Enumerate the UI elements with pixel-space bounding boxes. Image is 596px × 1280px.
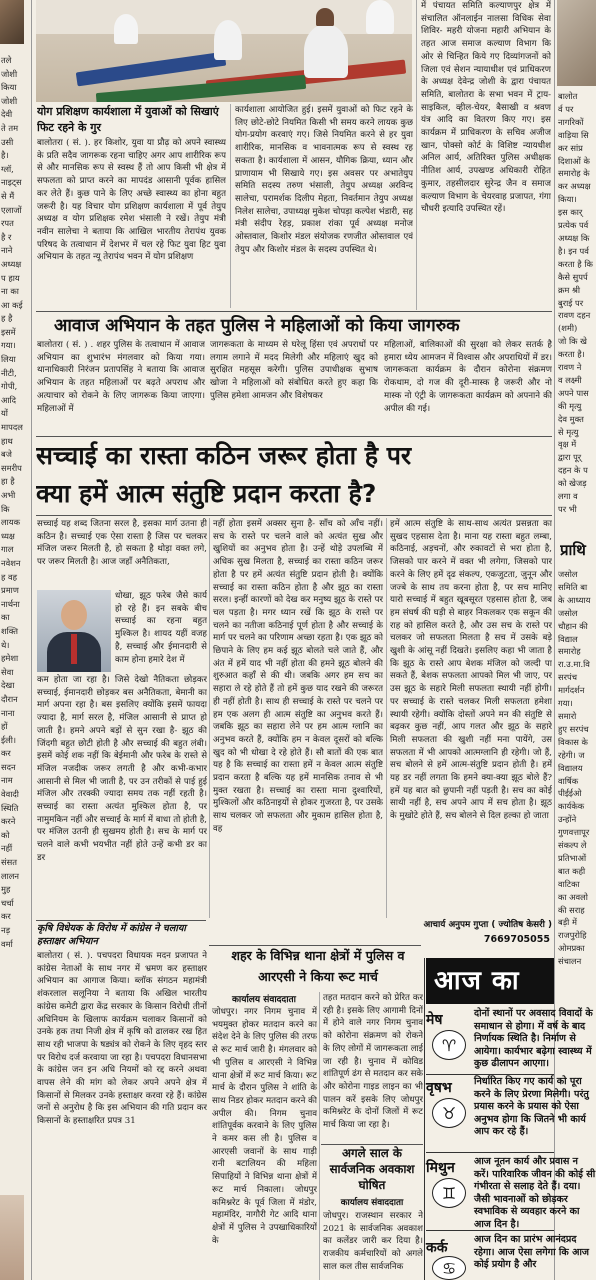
left-strip-line: नाइट्स: [1, 177, 22, 188]
rashi-text: आज दिन का प्रारंभ आनंदप्रद रहेगा। आज ऐसा लगेगा कि आज कोई प्रयोग है और: [474, 1234, 590, 1271]
left-strip-line: कर: [1, 911, 11, 922]
holiday-title-line2: सार्वजनिक अवकाश: [329, 1162, 415, 1176]
rashi-text: दोनों स्थानों पर अवसाद विवादों के समाधान से होगा। में वर्ष के बाद निर्णायक स्थिति है। निर्माण से आयेगा। कार्यभार बढ़ेगा स्वास्थ्य में कुछ ढीलापन आएगा।: [474, 1008, 593, 1070]
left-strip-bottom-photo: [0, 1195, 24, 1280]
left-strip-line: थे।: [1, 639, 10, 650]
right-strip-line: लगा व: [558, 491, 578, 502]
truth-col1-top: सच्चाई यह शब्द जितना सरल है, इसका मार्ग उतना ही कठिन है। सच्चाई एक ऐसा रास्ता है जिस पर चलकर मंजिल जरूर मिलती है, हो सकता है थोड़ा वक्त लगे, पर जरूर मिलती है। आज जहाँ अनैतिकता,: [37, 519, 207, 568]
right-strip-line: राजपुरोहि: [558, 930, 587, 941]
right-strip-line: सरपंच: [558, 672, 577, 683]
left-strip-line: ग्लॉ,: [1, 163, 14, 174]
left-strip-line: गाल: [1, 544, 14, 555]
right-strip-line: समिति बा: [558, 581, 588, 592]
right-strip-line: प्रत्येक पर्व: [558, 220, 589, 231]
right-strip-line: मार्गदर्शन: [558, 685, 585, 696]
police-women-col1: बालोतरा ( सं. ) . शहर पुलिस के तत्वाधान में आवाज अभियान का शुभारंभ मंगलवार को किया गया। थानाधिकारी निरंजन प्रतापसिंह ने बताया कि आवाज अभियान के तहत महिलाओं पर बढ़ते अपराध और अत्याचार को रोकने के लिए जागरूक किया जाएगा। महिलाओं में: [37, 340, 205, 414]
right-strip-line: दिशाओं के: [558, 155, 590, 166]
right-strip-line: विद्यालय: [558, 762, 583, 773]
right-strip-line: है। इन पर्व: [558, 245, 589, 256]
right-strip-line: समारो: [558, 710, 577, 721]
left-strip-line: एलाजों: [1, 204, 22, 215]
left-strip-line: संसत: [1, 857, 17, 868]
taurus-icon: ♉: [432, 1098, 466, 1128]
left-strip-line: नीटी,: [1, 367, 17, 378]
right-strip-line: इस कार्: [558, 207, 583, 218]
left-strip-line: ह है: [1, 313, 13, 324]
author-photo: [37, 590, 111, 672]
right-strip-line: चौहान की: [558, 620, 588, 631]
right-strip-line: से मृत्यु: [558, 426, 579, 437]
right-strip-line: कर अध्यक्ष: [558, 181, 591, 192]
left-strip-line: अभी: [1, 490, 16, 500]
left-strip-line: नाने: [1, 245, 13, 256]
left-strip-line: नाम: [1, 775, 13, 786]
right-strip-line: वार्षिक: [558, 775, 579, 786]
left-strip-line: आ कई: [1, 299, 23, 310]
left-strip-line: यों: [1, 408, 8, 419]
left-strip-line: स्थिति: [1, 802, 19, 813]
right-strip-line: गुणवत्तापूर: [558, 827, 590, 838]
right-strip-line: किया।: [558, 194, 577, 205]
police-women-title: आवाज अभियान के तहत पुलिस ने महिलाओं को किया जागरुक: [54, 316, 460, 336]
gemini-icon: ♊: [432, 1178, 466, 1208]
left-strip-line: हाथ: [1, 435, 13, 446]
route-march-title-line1: शहर के विभिन्न थाना क्षेत्रों में पुलिस व: [231, 948, 405, 963]
right-strip-line: रावण दहन: [558, 310, 591, 321]
right-strip-line: ओमप्रका: [558, 943, 585, 954]
left-strip-line: आदि: [1, 394, 17, 405]
left-strip-line: चर्चा: [1, 897, 14, 908]
left-strip-line: ते तम: [1, 122, 19, 133]
right-strip-line: रा.उ.मा.वि: [558, 659, 590, 670]
left-strip-line: कि: [1, 503, 10, 514]
route-march-title-line2: आरएसी ने किया रूट मार्च: [258, 969, 378, 984]
rashi-name: कर्क: [426, 1240, 448, 1256]
right-strip-line: वाड़िया सि: [558, 129, 589, 140]
right-strip-line: उन्होंने: [558, 814, 577, 825]
right-strip-line: अध्यक्ष कि: [558, 232, 590, 243]
truth-col1-bottom: कम होता जा रहा है। जिसे देखो नैतिकता छोड़कर सच्चाई, ईमानदारी छोड़कर बस अनैतिकता, बेमानी का मार्ग अपना रहा है। बस इसलिए क्योंकि इसमें फायदा ज्यादा है, मार्ग सरल है, मंजिल आसानी से प्राप्त हो जाती है। हमने अपने बड़ों से सुन रखा है- झूठ की जिंदगी बहुत छोटी होती है और सच्चाई की बहुत लंबी। इसमें कोई शक नहीं कि बेईमानी और फरेब के रास्ते से मंजिल नजदीक जरूर लगती है और कभी-कभार आसानी से मिल भी जाती है, पर उन तरीकों से पाई हुई मंजिल और तरक्की ज्यादा समय तक नहीं रहती है। सच्चाई का रास्ता अत्यंत मुश्किल होता है, पर नामुमकिन नहीं और सच्चाई के मार्ग में बाधा तो होती है, पर मंजिल उतनी ही सुखमय होती है। सच के मार्ग पर चलने वाले कभी भयभीत नहीं होते उन्हें कभी डर का डर: [37, 675, 207, 863]
holiday-title-line3: घोषित: [358, 1178, 386, 1192]
yoga-article-title: योग प्रशिक्षण कार्यशाला में युवाओं को सिखाएं फिट रहने के गुर: [37, 105, 219, 134]
left-strip-line: ह वह: [1, 571, 18, 582]
holiday-dateline: कार्यालय संवाददाता: [340, 1198, 404, 1208]
yoga-photo: [36, 0, 412, 102]
truth-col2: नहीं होता इसमें अक्सर सुना है- साँच को आँच नहीं। सच के रास्ते पर चलने वाले को अत्यंत सुख और खुशियों का अनुभव होता है। उन्हें थोड़े उपलब्धि में अधिक सुख मिलता है, सच्चाई का रास्ता कठिन जरूर होता है पर हमें अत्यंत संतुष्टि प्रदान होती है। क्योंकि सच्चाई का रास्ता कठिन होता है और झूठ का रास्ता सरल। इन्हीं कारणों को देख कर मनुष्य झूठ के रास्ते पर चल पड़ता है। मगर ध्यान रखें कि झूठ के रास्ते पर चलने का नतीजा कठिनाई पूर्ण होता है और सच्चाई के मार्ग पर चलने का परिणाम अच्छा रहता है। एक झूठ को छिपाने के लिए हम कई झूठ बोलते चले जाते हैं, और अंत में हमें याद भी नहीं होता की हमने झूठ बोलने की शुरुआत कहाँ से की थी। जबकि अगर हम सच का सहारा ले रहे होते हैं तो हमें कुछ याद रखने की जरूरत ही नहीं होती है। साथ ही सच्चाई के रास्ते पर चलने पर हम एक अलग ही आत्म संतुष्टि का अनुभव करते हैं। जबकि झूठ का सहारा लेने पर हम आत्म ग्लानि का अनुभव करते हैं, क्योंकि हम न केवल दूसरों को बल्कि खुद को भी धोखा दे रहे होते हैं। सौ बातों की एक बात यह है कि सच्चाई का रास्ता हमें न केवल आत्म संतुष्टि प्रदान करता है बल्कि यह हमें मानसिक तनाव से भी मुक्त रखता है। सच्चाई का रास्ता माना दुश्वारियों, मुश्किलों और कठिनाइयों से होकर गुजरता है, पर उसके साथ चलकर जो सफलता और मुकाम हासिल होता है, वह: [213, 519, 383, 834]
right-strip-line: रावण ने: [558, 362, 582, 373]
left-strip-column: [0, 0, 30, 1280]
left-strip-line: गोपी,: [1, 381, 18, 392]
right-strip-line: समारोह: [558, 646, 581, 657]
truth-title-line2: क्या हमें आत्म संतुष्टि प्रदान करता है?: [36, 479, 377, 508]
left-strip-line: है र: [1, 231, 12, 242]
left-strip-line: कर: [1, 748, 11, 759]
left-strip-line: समरीप: [1, 462, 22, 473]
left-strip-line: अध्यक्ष: [1, 258, 22, 269]
truth-col1-beside: धोखा, झूठ फरेब जैसे कार्य हो रहे हैं। इन सबके बीच सच्चाई का रहना बहुत मुश्किल है। शायद यहीं वजह है, सच्चाई और ईमानदारी से काम होना हमारे देश में: [115, 591, 207, 665]
holiday-title-line1: अगले साल के: [342, 1146, 402, 1160]
right-strip-line: क्रम श्री: [558, 284, 580, 295]
left-strip-line: मुह: [1, 884, 11, 895]
left-strip-line: ध्यक्ष: [1, 530, 15, 541]
left-strip-line: किया: [1, 82, 17, 93]
farmer-article-title: कृषि विधेयक के विरोध में कांग्रेस ने चलाया हस्ताक्षर अभियान: [37, 923, 186, 947]
truth-phone: 7669705055: [483, 934, 550, 945]
right-strip-line: जसोल: [558, 569, 578, 579]
left-strip-line: ईली।: [1, 734, 16, 745]
rashi-name: वृषभ: [426, 1080, 452, 1096]
right-strip-line: बात कही: [558, 865, 586, 876]
right-strip-line: पीईईओ: [558, 788, 582, 799]
right-strip-section: प्राथि: [560, 541, 586, 559]
left-strip-line: रपत: [1, 218, 14, 229]
right-strip-line: वृक्ष में: [558, 439, 577, 450]
left-strip-line: हों: [1, 721, 8, 732]
left-strip-photo: [0, 0, 24, 44]
right-strip-photo: [557, 0, 596, 86]
left-strip-line: ना का: [1, 286, 19, 297]
right-strip-line: व लक्ष्मी: [558, 374, 582, 385]
left-strip-line: को: [1, 829, 10, 840]
right-strip-line: को खेजड़: [558, 478, 587, 489]
right-strip-line: विकास के: [558, 736, 588, 747]
left-strip-line: तले: [1, 55, 12, 65]
right-strip-line: दहन के प: [558, 465, 588, 476]
right-strip-line: करता है कि: [558, 258, 593, 269]
aries-icon: ♈: [432, 1030, 466, 1060]
right-strip-line: (शमी): [558, 323, 578, 334]
yoga-article-col1: बालोतरा ( सं. ). हर किशोर, युवा या प्रौढ़ को अपने स्वास्थ्य के प्रति सदैव जागरूक रहना चाहिए अगर आप शारीरिक रूप से और मानसिक रूप से स्वस्थ हैं तो आप किसी भी क्षेत्र में सफलता को प्राप्त करने का मापदंड आसानी पूर्वक हासिल कर लेते हैं। कुछ पाने के लिए अच्छे स्वास्थ्य का होना बहुत जरूरी है। यह विचार योग प्रशिक्षण कार्यशाला में पूर्व तेयुप अध्यक्ष व योग प्रशिक्षक रमेश भंसाली ने रखें। तेयुप मंत्री नवीन सालेचा ने बताया कि आखिल भारतीय तेरापंथ युवक परिषद के तत्वाधान में देशभर में चल रहे फिट युवा हिट युवा अभियान के तहत न्यू तेरापंथ भवन में योग प्रशिक्षण: [37, 138, 226, 263]
right-strip-line: की सराह: [558, 904, 585, 915]
left-strip-line: इसमें: [1, 326, 16, 337]
left-strip-line: का: [1, 612, 10, 623]
rashi-text: निर्धारित किए गए कार्य को पूरा करने के लिए प्रेरणा मिलेगी। परंतु प्रयास करने के प्रयास को ऐसा अनुभव होगा कि जितने भी कार्य आप कर रहे हैं।: [474, 1076, 589, 1138]
truth-col3: हमें आत्म संतुष्टि के साथ-साथ अत्यंत प्रसन्नता का सुखद एहसास देता है। माना यह रास्ता बहुत लम्बा, कठिनाई, अड़चनों, और रुकावटों से भरा होता है, जिसको पार करने में वक्त भी लगेगा, जिसको पार करने के लिए हमें दृढ संकल्प, एकजुटता, जुनून और जज्बे के साथ तय करना होता है, पर सच मानिए यारो सच्चाई में बहुत खूबसूरत एहसास होता है, जब हम संघर्ष की घड़ी से बाहर निकलकर एक सकून की राह को हासिल करते है, और उस सच के रास्ते पर चलकर जो सफलता मिलता है सच में उसके बड़े खुशी के आंसू नहीं दिखते। इसलिए कहा भी जाता है कि झूठ के रास्ते आप बेशक मंजिल को जल्दी पा सकते हैं, बेशक सफलता आपको मिल भी जाए, पर उस झूठ के सहारे मिली सफलता स्थायी नहीं होगी। पर सच्चाई के रास्ते चलकर मिली सफलता हमेशा स्थायी रहेगी। क्योंकि दोस्तों अपने मन की संतुष्टि से बढ़कर कुछ नहीं, आप गलत और झूठ के सहारे मिली सफलता की खुशी नहीं मना पायेंगे, उस सफलता में भी आपको आत्मग्लानि ही रहेगी। जो हैं, सच बोलने से हमें आत्म-संतुष्टि प्रदान होती है। हमें यह डर नहीं लगता कि हमने क्या-क्या झूठ बोले हैं? हमें यह बात को छुपानी नहीं पड़ती है। सच का कोई साथी नहीं है, सच अपने आप में सच होता है। झूठ के मुखोटे होते हैं, सच बोलने से दिल हल्का हो जाता: [390, 519, 552, 822]
right-strip-line: के आध्याय: [558, 594, 591, 605]
left-strip-line: शक्ति: [1, 625, 18, 636]
left-strip-line: दौरान: [1, 693, 18, 704]
police-women-col2: जागरूकता के माध्यम से घरेलू हिंसा एवं अपराधों पर लगाम लगाने में मदद मिलेगी और महिलाएं खुद को सुरक्षित महसूस करेगी। पुलिस उपाधीक्षक सुभाष खोजा ने महिलाओं को संबोधित करते हुए कहा कि पुलिस हमेशा आमजन और विशेषकर: [210, 340, 378, 401]
left-strip-line: लालन: [1, 870, 20, 881]
police-women-col3: महिलाओं, बालिकाओं की सुरक्षा को लेकर सतर्क है हमारा ध्येय आमजन में विश्वास और अपराधियों में डर। जागरूकता कार्यक्रम के दौरान कोरोना संक्रमण रोकथाम, दो गज की दूरी-मास्क है जरूरी और नो मास्क नो एंट्री के जागरूकता कार्यक्रम को अपनाने की अपील की गई।: [384, 340, 552, 414]
left-strip-line: नहीं: [1, 843, 13, 854]
route-march-col1: जोधपुर। नगर निगम चुनाव में भयमुक्त होकर मतदान करने का संदेश देने के लिए पुलिस की तरफ से रूट मार्च जारी है। मंगलवार को भी पुलिस व आरएसी ने विभिन्न थाना क्षेत्रों में रूट मार्च किया। रूट मार्च के दौरान पुलिस ने शांति के साथ निडर होकर मतदान करने की अपील की। निगम चुनाव शांतिपूर्वक करवाने के लिए पुलिस ने कमर कस ली है। पुलिस व आरएसी जवानों के साथ गाड़ी रानी बटालियन की महिला सिपाहियों ने विभिन्न थाना क्षेत्रों में रूट मार्च निकाला। जोधपुर कमिश्नरेट के पूर्व जिला में मंडोर, महामंदिर, नागौरी गेट आदि थाना क्षेत्रों में पुलिस ने उपखाधिकारियों के: [212, 1007, 317, 1246]
right-strip-line: देव मुक्त: [558, 413, 584, 424]
left-strip-line: जोशी: [1, 95, 18, 106]
truth-author: आचार्य अनुपम गुप्ता ( ज्योतिष केसरी ): [423, 920, 552, 930]
rashi-name: मिथुन: [426, 1160, 455, 1176]
right-strip-line: कर सांप्र: [558, 142, 583, 153]
left-strip-line: जोशी: [1, 68, 18, 79]
left-strip-line: हमेशा: [1, 653, 19, 664]
left-strip-line: प हाय: [1, 272, 20, 283]
left-strip-line: उसी: [1, 136, 14, 147]
right-strip-line: कार्यकेक: [558, 801, 585, 812]
right-top-article: में पंचायत समिति कल्याणपुर क्षेत्र में संचालित ऑनलाईन नालसा विधिक सेवा शिविर- महरी योजना महारी अभियान के तहत आज समाज कल्याण विभाग कि ओर से चिन्हित किये गए दिव्यांगजनों को जिला एवं सेशन न्यायाधीश एवं प्राधिकरण के अध्यक्ष देवेन्द्र जोशी के द्वारा पंचायत समिति, बालोतरा के सभा भवन में ट्राय-साइकिल, व्हील-चेयर, बैसाखी व श्रवण यंत्र आदि का वितरण किए गए। इस कार्यक्रम में प्राधिकरण के सचिव अजीज खान, पोक्सो कोर्ट के विशिष्ट न्यायधीश अनिल आर्य, अतिरिक्त पुलिस अधीक्षक नीतिश आर्य, उपखण्ड अधिकारी रोहित कुमार, तहसीलदार सुरेन्द्र जैन व समाज कल्याण विभाग के चेयरवाह प्रजापत, गंगा चौधरी इत्यादि उपस्थित रहें।: [421, 1, 551, 215]
left-strip-line: करने: [1, 816, 16, 827]
right-strip-line: पर भी: [558, 504, 577, 514]
right-strip-line: कैसे सुपर्प: [558, 271, 588, 282]
left-strip-line: नार्थना: [1, 598, 20, 609]
left-strip-line: है।: [1, 150, 9, 161]
right-strip-line: अपने पास: [558, 387, 589, 398]
right-strip-line: हुए सरपंच: [558, 723, 589, 734]
right-strip-line: का अवलो: [558, 891, 588, 902]
right-strip-line: र्व पर: [558, 103, 574, 114]
left-strip-line: बजे: [1, 449, 12, 460]
route-march-col2: तहत मतदान करने को प्रेरित कर रही है। इसके लिए आगामी दिनों में होने वाले नगर निगम चुनाव को कोरोना संक्रमण को रोकने के लिए लोगों में जागरूकता लाई जा रही है। चुनाव में कोविड शांतिपूर्ण ढंग से मतदान कर सके और कोरोना गाइड लाइन का भी पालन करें इसके लिए जोधपुर कमिश्नरेट के दोनों जिलों में रूट मार्च किया जा रहा है।: [323, 993, 423, 1131]
right-strip-line: संकल्प ले: [558, 840, 587, 851]
horoscope-header-bar: [426, 958, 554, 1004]
right-strip-line: जसोल: [558, 607, 578, 618]
left-strip-line: देवी: [1, 109, 13, 120]
right-strip-line: गया।: [558, 698, 573, 709]
right-strip-line: बालोत: [558, 91, 578, 101]
right-strip-line: द्वारा पूर्: [558, 452, 582, 463]
yoga-article-col2: कार्यशाला आयोजित हुई। इसमें युवाओं को फिट रहने के लिए छोटे-छोटे नियमित किसी भी समय करने लायक कुछ योग-प्रयोग करवाएं गए। जिसे नियमित करने से हर युवा शारीरिक, मानसिक व भावनात्मक रूप से स्वस्थ रह सकता है। कार्यशाला में आसन, यौगिक क्रिया, ध्यान और प्राणायाम भी सिखाये गए। इस अवसर पर अभातेयुप समिति सदस्य तरुण भंसाली, तेयुप अध्यक्ष अरविन्द सालेचा, परामर्शक दिलीप मेहता, निवर्तमान तेयुप अध्यक्ष निलेश सालेचा, उपाध्यक्ष मुकेश चोपड़ा कल्पेश भंडारी, सह मंत्री संदीप रेहड़, प्रकाश रांका पूर्व अध्यक्ष मनोज ओस्तवाल, किशोर मंडल संयोजक रणजीत ओस्तवाल एवं तेयुप और किशोर मंडल के सदस्य उपस्थित थे।: [235, 105, 413, 255]
right-strip-line: विद्याल: [558, 633, 578, 644]
holiday-text: जोधपुर। राजस्थान सरकार ने 2021 के सार्वजनिक अवकाश का कलेंडर जारी कर दिया है। राजकीय कर्मचारियों को अगले साल कल तीस सार्वजनिक: [323, 1211, 423, 1272]
cancer-icon: ♋: [432, 1256, 466, 1280]
right-strip-line: जो कि खे: [558, 336, 587, 347]
truth-title-line1: सच्चाई का रास्ता कठिन जरूर होता है पर: [36, 441, 412, 470]
right-strip-line: समारोह के: [558, 168, 590, 179]
right-strip-line: रहेगी। ज: [558, 749, 585, 760]
left-strip-line: नड़: [1, 925, 11, 935]
right-strip-line: प्रतिभाओं: [558, 852, 587, 863]
left-strip-line: मापदल: [1, 422, 23, 433]
left-strip-line: लायक: [1, 517, 20, 528]
right-strip-line: संचालन: [558, 956, 582, 967]
left-strip-line: से मैं: [1, 190, 15, 201]
left-strip-line: वर्मा: [1, 938, 13, 949]
left-strip-line: नवेशन: [1, 557, 21, 568]
left-strip-line: देखा: [1, 680, 15, 691]
left-strip-line: गया।: [1, 340, 16, 351]
horoscope-header: आज का: [434, 966, 520, 996]
rashi-text: आज नूतन कार्य और प्रवास न करें। पारिवारिक जीवन की कोई सी गंभीरता से सलाह देते हैं। दया। जैसी भावनाओं को छोड़कर स्वभाविक से व्यवहार करने का आज दिन है।: [474, 1156, 596, 1230]
left-strip-line: वेवादी: [1, 789, 19, 800]
right-strip-line: वाटिका: [558, 878, 580, 889]
right-strip-text-2: [558, 568, 596, 968]
right-strip-line: नागरिकों: [558, 116, 584, 127]
left-strip-line: सदन: [1, 761, 16, 772]
left-strip-line: लिया: [1, 354, 16, 365]
left-strip-line: हा है: [1, 476, 15, 487]
farmer-article-text: बालोतरा ( सं. ). पचपदरा विधायक मदन प्रजापत ने कांग्रेस नेताओं के साथ नगर में भ्रमण कर हस्ताक्षर अभियान का आगाज किया। ब्लॉक संगठन महामंत्री शंकरलाल सलूनिया ने बताया कि अखिल भारतीय कांग्रेस कमेटी द्वारा केंद्र सरकार के किसान विरोधी तीनों अधिनियम के खिलाफ कार्यक्रम चलाकर किसानों को उनके हक तथा निजी क्षेत्र में कृषि को ढालकर रख हित साथ रही भाजपा के षड्यंत्र को रोकने के लिए वृहद स्तर पर विरोध दर्ज करवाया जा रहा है। पचपदरा विधानसभा के कांग्रेस जन इन अधि नियमों को रद्द करने अथवा वापस लेने की मांग को लेकर अपने अपने क्षेत्र में किसानों से मिलकर उनके हस्ताक्षर करवा रहे हैं। कांग्रेस जनों से अनुरोध है कि इस अभियान की गति प्रदान कर किसानों के हस्ताक्षरित प्रपत्र 31: [37, 951, 207, 1127]
left-strip-line: नाना: [1, 707, 15, 718]
right-strip-line: करता है।: [558, 349, 585, 360]
right-strip-line: बड़ी में: [558, 917, 577, 928]
right-strip-line: बुराई पर: [558, 297, 584, 308]
left-strip-line: सेवा: [1, 666, 14, 677]
right-strip-line: की मृत्यु: [558, 400, 582, 411]
left-strip-line: प्रमाण: [1, 585, 19, 596]
right-strip-text: [558, 90, 596, 516]
route-march-dateline: कार्यालय संवाददाता: [231, 995, 297, 1005]
rashi-name: मेष: [426, 1012, 443, 1028]
left-strip-text: [1, 54, 29, 951]
